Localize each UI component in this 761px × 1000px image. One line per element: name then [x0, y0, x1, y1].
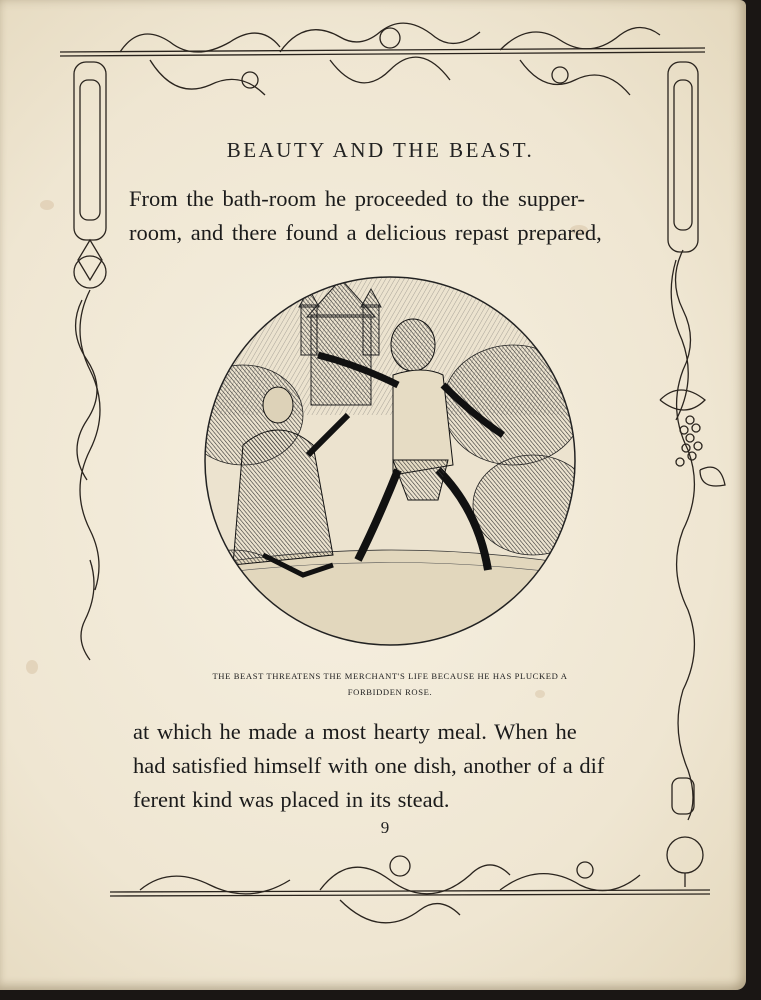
text-line: had satisfied himself with one dish, another of a dif: [133, 753, 605, 778]
engraving-beast-merchant-icon: [203, 275, 577, 647]
illustration-caption: THE BEAST THREATENS THE MERCHANT'S LIFE BECAUSE HE HAS PLUCKED A: [212, 671, 568, 681]
running-head: BEAUTY AND THE BEAST.: [226, 138, 535, 162]
page-number: 9: [380, 818, 390, 837]
text-line: From the bath-room he proceeded to the supper-: [129, 186, 586, 211]
text-line: room, and there found a delicious repast prepared,: [129, 220, 602, 245]
illustration-caption: FORBIDDEN ROSE.: [347, 687, 433, 697]
text-line: at which he made a most hearty meal. When he: [133, 719, 577, 744]
text-line: ferent kind was placed in its stead.: [133, 787, 450, 812]
